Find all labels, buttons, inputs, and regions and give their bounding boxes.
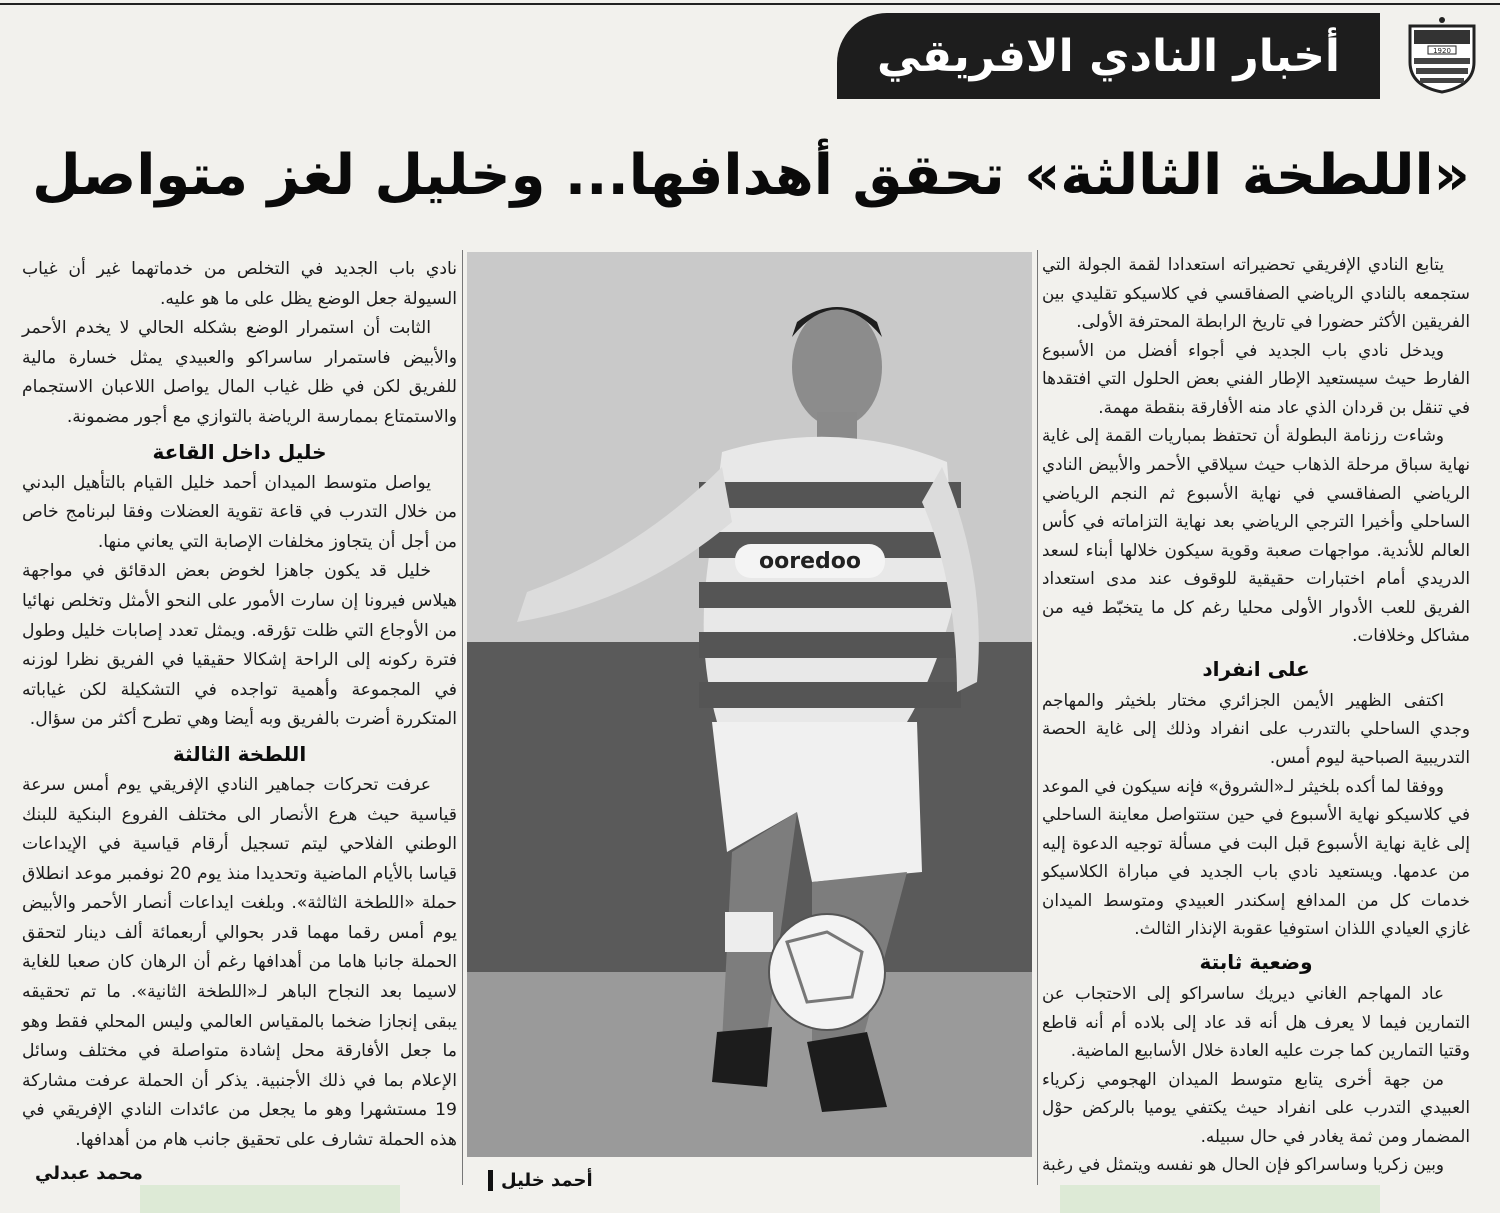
subheading: خليل داخل القاعة — [152, 439, 327, 464]
subheading: على انفراد — [1202, 656, 1310, 681]
column-divider — [1037, 250, 1038, 1185]
top-rule — [0, 3, 1500, 5]
paragraph: الثابت أن استمرار الوضع بشكله الحالي لا يخدم الأحمر والأبيض فاستمرار ساسراكو والعبيدي يمثل خسارة مالية للفريق لكن في ظل غياب المال يواصل اللاعبان الاستجمام والاستمتاع بممارسة الرياضة بالتوازي مع أجور مضمونة. — [22, 318, 457, 427]
paragraph: من جهة أخرى يتابع متوسط الميدان الهجومي زكرياء العبيدي التدرب على انفراد حيث يكتفي يوميا بالركض حوْل المضمار ومن ثمة يغادر في حال سبيله. — [1042, 1068, 1470, 1146]
paragraph: عاد المهاجم الغاني ديريك ساسراكو إلى الاحتجاب عن التمارين فيما لا يعرف هل أنه قد عاد إلى بلاده أم أنه قاطع وقتيا التمارين كما جرت عليه العادة خلال الأسابيع الماضية. — [1042, 982, 1470, 1061]
watermark-strip — [140, 1185, 400, 1213]
left-text-column — [22, 255, 457, 1160]
paragraph: يواصل متوسط الميدان أحمد خليل القيام بالتأهيل البدني من خلال التدرب في قاعة تقوية العضلات وفقا لبرنامج خاص من أجل أن يتجاوز مخلفات الإصابة التي يعاني منها. — [22, 472, 457, 552]
crest-year: 1920 — [1433, 47, 1451, 55]
subheading: وضعية ثابتة — [1199, 949, 1313, 974]
player-photo — [467, 252, 1032, 1157]
right-text-column — [1042, 250, 1470, 1190]
column-divider — [462, 250, 463, 1185]
section-header-title: أخبار النادي الافريقي — [877, 30, 1340, 82]
paragraph: وشاءت رزنامة البطولة أن تحتفظ بمباريات القمة إلى غاية نهاية سباق مرحلة الذهاب حيث سيلاقي الأحمر والأبيض النادي الرياضي الصفاقسي في نهاية الأسبوع ثم النجم الرياضي الساحلي وأخيرا الترجي الرياضي بعد نهاية التزاماته في كأس العالم للأندية. مواجهات صعبة وقوية سيكون خلالها أبناء لسعد الدريدي أمام اختبارات حقيقية للوقوف عند مدى استعداد الفريق للعب الأدوار الأولى محليا رغم كل ما يتخبّط فيه من مشاكل وخلافات. — [1042, 425, 1470, 646]
paragraph: اكتفى الظهير الأيمن الجزائري مختار بلخيثر والمهاجم وجدي الساحلي بالتدرب على انفراد وذلك إلى غاية الحصة التدريبية الصباحية ليوم أمس. — [1042, 689, 1470, 767]
photo-caption: أحمد خليل — [488, 1170, 593, 1191]
paragraph: ويدخل نادي باب الجديد في أجواء أفضل من الأسبوع الفارط حيث سيستعيد الإطار الفني بعض الحلول التي افتقدها في تنقل بن قردان الذي عاد منه الأفارقة بنقطة مهمة. — [1042, 339, 1470, 417]
watermark-strip — [1060, 1185, 1380, 1213]
paragraph: خليل قد يكون جاهزا لخوض بعض الدقائق في مواجهة هيلاس فيرونا إن سارت الأمور على النحو الأمثل وتخلص نهائيا من الأوجاع التي ظلت تؤرقه. ويمثل تعدد إصابات خليل وطول فترة ركونه إلى الراحة إشكالا حقيقيا في الفريق نظرا لوزنه في المجموعة وأهمية تواجده في التشكيلة لكن غياباته المتكررة أضرت بالفريق وبه أيضا وهي تطرح أكثر من سؤال. — [22, 561, 457, 730]
subheading: اللطخة الثالثة — [172, 741, 307, 766]
paragraph: يتابع النادي الإفريقي تحضيراته استعدادا لقمة الجولة التي ستجمعه بالنادي الرياضي الصفاقسي في كلاسيكو تقليدي بين الفريقين الأكثر حضورا في تاريخ الرابطة المحترفة الأولى. — [1042, 254, 1470, 332]
author-byline: محمد عبدلي — [35, 1163, 143, 1184]
paragraph: وبين زكريا وساسراكو فإن الحال هو نفسه ويتمثل في رغبة — [1042, 1154, 1444, 1175]
club-crest-icon — [1402, 12, 1482, 94]
paragraph: عرفت تحركات جماهير النادي الإفريقي يوم أمس سرعة قياسية حيث هرع الأنصار الى مختلف الفروع البنكية للبنك الوطني الفلاحي ليتم تسجيل أرقام قياسية في الإيداعات قياسا بالأيام الماضية وتحديدا منذ يوم 20 نوفمبر موعد انطلاق حملة «اللطخة الثالثة». وبلغت ايداعات أنصار الأحمر والأبيض يوم أمس رقما مهما قدر بحوالي أربعمائة ألف دينار لتحقق الحملة جانبا هاما من أهدافها رغم أن الرهان كان صعبا للغاية لاسيما بعد النجاح الباهر لـ«اللطخة الثانية». ما تم تحقيقه يبقى إنجازا ضخما بالمقياس العالمي وليس المحلي فقط وهو ما جعل الأفارقة محل إشادة متواصلة في مختلف وسائل الإعلام بما في ذلك الأجنبية. يذكر أن الحملة عرفت مشاركة 19 مستشهرا وهو ما يجعل من عائدات النادي الإفريقي في هذه الحملة تشارف على تحقيق جانب هام من أهدافها. — [22, 774, 457, 1151]
paragraph: ووفقا لما أكده بلخيثر لـ«الشروق» فإنه سيكون في الموعد في كلاسيكو نهاية الأسبوع في حين ستتواصل معاينة الساحلي إلى غاية نهاية الأسبوع قبل البت في مسألة توجيه الدعوة إليه من عدمها. ويستعيد نادي باب الجديد في مباراة الكلاسيكو خدمات كل من المدافع إسكندر العبيدي ومتوسط الميدان غازي العيادي اللذان استوفيا عقوبة الإنذار الثالث. — [1042, 775, 1470, 939]
paragraph: نادي باب الجديد في التخلص من خدماتهما غير أن غياب السيولة جعل الوضع يظل على ما هو عليه. — [22, 259, 457, 309]
section-header-banner — [837, 13, 1380, 99]
article-headline: «اللطخة الثالثة» تحقق أهدافها... وخليل لغز متواصل — [32, 143, 1470, 208]
shirt-sponsor-text: ooredoo — [759, 549, 861, 574]
